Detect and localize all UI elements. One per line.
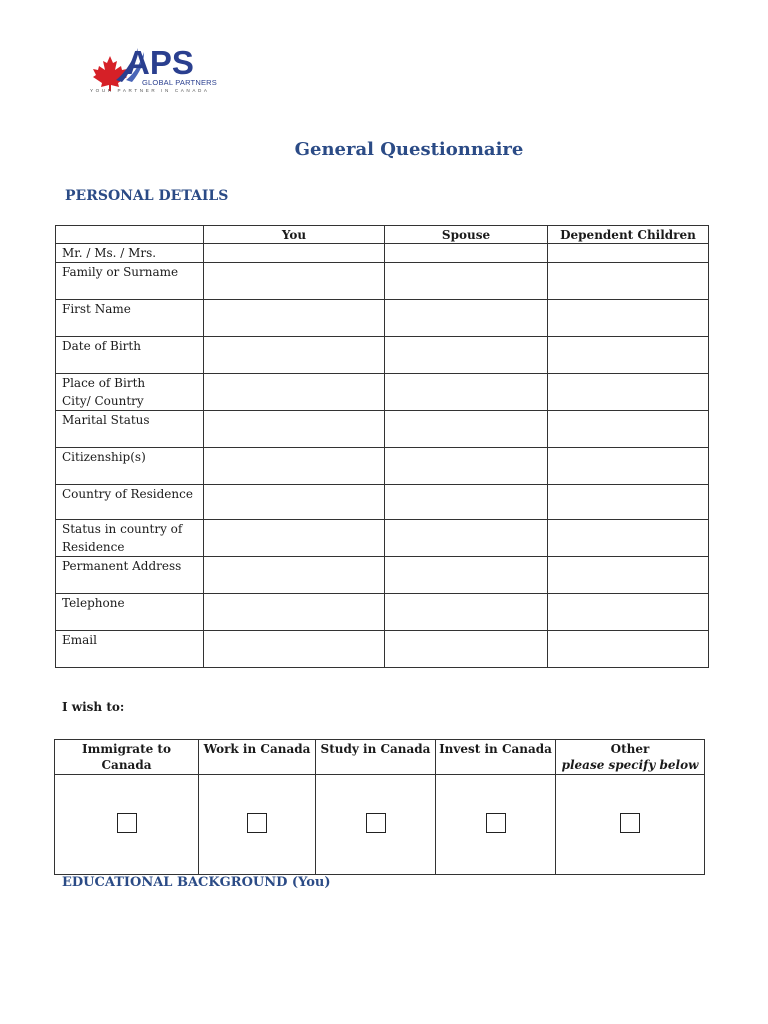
wish-option-sublabel: please specify below — [561, 758, 699, 772]
row-label-line: Date of Birth — [62, 339, 141, 353]
wish-option-header — [436, 740, 556, 775]
table-row — [56, 374, 709, 411]
input-cell-you[interactable] — [204, 485, 385, 520]
table-row — [56, 244, 709, 263]
checkbox[interactable] — [117, 813, 137, 833]
row-label-line: Status in country of — [62, 522, 183, 536]
wish-option-cell — [199, 775, 316, 875]
input-cell-you[interactable] — [204, 263, 385, 300]
header-cell — [56, 226, 204, 244]
table-header-row — [56, 226, 709, 244]
header-cell-spouse: Spouse — [385, 226, 548, 244]
logo-tagline: YOUR PARTNER IN CANADA — [90, 88, 210, 93]
table-row — [56, 631, 709, 668]
input-cell-spouse[interactable] — [385, 448, 548, 485]
input-cell-children[interactable] — [548, 520, 709, 557]
row-label-line: Email — [62, 633, 97, 647]
input-cell-spouse[interactable] — [385, 337, 548, 374]
row-label-line: Telephone — [62, 596, 125, 610]
checkbox[interactable] — [486, 813, 506, 833]
aps-logo — [90, 44, 215, 96]
table-row — [56, 448, 709, 485]
input-cell-you[interactable] — [204, 300, 385, 337]
row-label-line: Mr. / Ms. / Mrs. — [62, 246, 157, 260]
input-cell-you[interactable] — [204, 557, 385, 594]
row-label-line: Marital Status — [62, 413, 150, 427]
wish-option-cell — [436, 775, 556, 875]
table-row — [56, 594, 709, 631]
wish-option-header — [556, 740, 705, 775]
wish-label: I wish to: — [62, 700, 125, 714]
personal-details-heading: PERSONAL DETAILS — [65, 188, 229, 204]
row-label — [56, 263, 204, 300]
input-cell-spouse[interactable] — [385, 631, 548, 668]
input-cell-spouse[interactable] — [385, 263, 548, 300]
input-cell-spouse[interactable] — [385, 374, 548, 411]
input-cell-spouse[interactable] — [385, 594, 548, 631]
checkbox[interactable] — [247, 813, 267, 833]
education-heading: EDUCATIONAL BACKGROUND (You) — [62, 875, 331, 890]
wish-option-label: Study in Canada — [320, 742, 431, 756]
row-label — [56, 485, 204, 520]
checkbox[interactable] — [620, 813, 640, 833]
input-cell-you[interactable] — [204, 244, 385, 263]
input-cell-you[interactable] — [204, 337, 385, 374]
wish-option-sublabel: Canada — [101, 758, 152, 772]
input-cell-children[interactable] — [548, 448, 709, 485]
table-row — [56, 300, 709, 337]
input-cell-you[interactable] — [204, 411, 385, 448]
wish-option-cell — [316, 775, 436, 875]
input-cell-children[interactable] — [548, 263, 709, 300]
row-label — [56, 448, 204, 485]
input-cell-you[interactable] — [204, 520, 385, 557]
row-label-line: Country of Residence — [62, 487, 193, 501]
input-cell-children[interactable] — [548, 557, 709, 594]
table-row — [56, 557, 709, 594]
input-cell-children[interactable] — [548, 411, 709, 448]
wish-option-header — [199, 740, 316, 775]
row-label — [56, 337, 204, 374]
wish-option-cell — [556, 775, 705, 875]
input-cell-spouse[interactable] — [385, 557, 548, 594]
row-label — [56, 300, 204, 337]
wish-option-label: Work in Canada — [203, 742, 311, 756]
wish-option-label: Invest in Canada — [439, 742, 552, 756]
wish-option-header — [316, 740, 436, 775]
table-row — [56, 520, 709, 557]
wish-option-label: Other — [610, 742, 650, 756]
row-label-line: Place of Birth — [62, 376, 146, 390]
wish-option-label: Immigrate to — [82, 742, 171, 756]
row-label — [56, 244, 204, 263]
table-row — [56, 263, 709, 300]
row-label — [56, 411, 204, 448]
row-label — [56, 594, 204, 631]
input-cell-you[interactable] — [204, 448, 385, 485]
input-cell-children[interactable] — [548, 594, 709, 631]
row-label-line: City/ Country — [62, 394, 144, 408]
row-label — [56, 520, 204, 557]
input-cell-children[interactable] — [548, 300, 709, 337]
input-cell-children[interactable] — [548, 631, 709, 668]
input-cell-children[interactable] — [548, 374, 709, 411]
input-cell-spouse[interactable] — [385, 300, 548, 337]
logo-wordmark: APS — [126, 44, 194, 81]
wish-options-table — [54, 739, 705, 875]
input-cell-children[interactable] — [548, 485, 709, 520]
input-cell-children[interactable] — [548, 337, 709, 374]
row-label — [56, 557, 204, 594]
row-label — [56, 374, 204, 411]
header-cell-you: You — [204, 226, 385, 244]
input-cell-you[interactable] — [204, 594, 385, 631]
input-cell-spouse[interactable] — [385, 411, 548, 448]
row-label-line: Citizenship(s) — [62, 450, 146, 464]
row-label — [56, 631, 204, 668]
table-row — [56, 411, 709, 448]
row-label-line: Residence — [62, 540, 125, 554]
page-title: General Questionnaire — [294, 139, 524, 160]
row-label-line: First Name — [62, 302, 131, 316]
table-row — [56, 337, 709, 374]
row-label-line: Permanent Address — [62, 559, 182, 573]
input-cell-you[interactable] — [204, 374, 385, 411]
row-label-line: Family or Surname — [62, 265, 179, 279]
input-cell-children[interactable] — [548, 244, 709, 263]
wish-option-header — [55, 740, 199, 775]
checkbox[interactable] — [366, 813, 386, 833]
table-row — [56, 485, 709, 520]
input-cell-spouse[interactable] — [385, 485, 548, 520]
personal-details-table — [55, 225, 709, 668]
logo-subtitle: GLOBAL PARTNERS — [142, 78, 217, 87]
header-cell-children: Dependent Children — [548, 226, 709, 244]
input-cell-you[interactable] — [204, 631, 385, 668]
input-cell-spouse[interactable] — [385, 244, 548, 263]
input-cell-spouse[interactable] — [385, 520, 548, 557]
wish-option-cell — [55, 775, 199, 875]
